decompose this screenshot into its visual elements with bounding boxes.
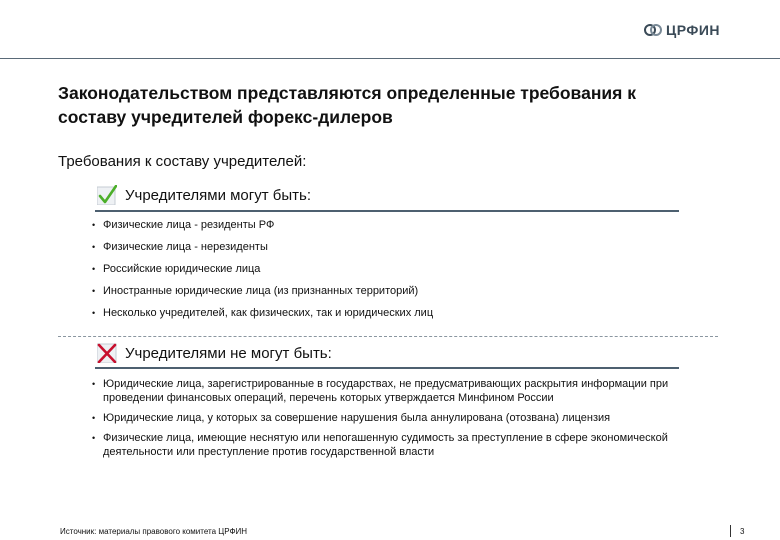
checkmark-icon — [97, 185, 117, 205]
header-divider — [0, 58, 780, 59]
forbidden-heading-row — [97, 343, 332, 363]
brand-logo — [644, 22, 720, 38]
list-item: • Физические лица - резиденты РФ — [92, 218, 692, 240]
forbidden-rule — [95, 367, 679, 369]
forbidden-heading: Учредителями не могут быть: — [125, 344, 332, 362]
cross-icon — [97, 343, 117, 363]
allowed-list — [92, 218, 692, 328]
page-number: 3 — [740, 527, 745, 536]
logo-text: ЦРФИН — [666, 22, 721, 38]
list-item: • Иностранные юридические лица (из признанных территорий) — [92, 284, 692, 306]
list-item: • Юридические лица, у которых за совершение нарушения была аннулирована (отозвана) лицензия — [92, 411, 682, 425]
page-number-divider — [730, 525, 731, 537]
allowed-rule — [95, 210, 679, 212]
list-item: • Физические лица, имеющие неснятую или непогашенную судимость за преступление в сфере экономической деятельности или преступление против государственной власти — [92, 431, 682, 459]
forbidden-list — [92, 377, 682, 465]
list-item: • Юридические лица, зарегистрированные в государствах, не предусматривающих раскрытия информации при проведении финансовых операций, перечень которых утверждается Минфином России — [92, 377, 682, 405]
slide-title: Законодательством представляются определенные требования к составу учредителей форекс-дилеров — [58, 83, 636, 127]
source-note: Источник: материалы правового комитета ЦРФИН — [60, 527, 248, 536]
section-divider — [58, 336, 718, 337]
allowed-heading: Учредителями могут быть: — [125, 186, 311, 204]
allowed-heading-row — [97, 185, 311, 205]
slide-subtitle: Требования к составу учредителей: — [58, 153, 307, 170]
logo-mark-icon — [644, 22, 662, 38]
list-item: • Физические лица - нерезиденты — [92, 240, 692, 262]
list-item: • Российские юридические лица — [92, 262, 692, 284]
list-item: • Несколько учредителей, как физических, так и юридических лиц — [92, 306, 692, 328]
